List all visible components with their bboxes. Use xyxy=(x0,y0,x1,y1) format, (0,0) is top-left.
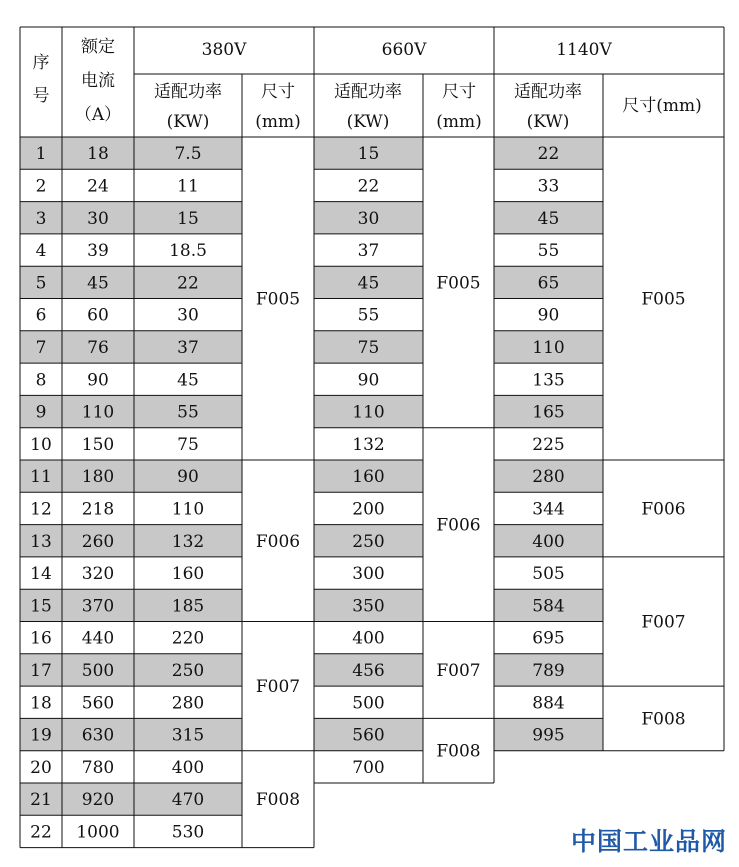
cell-current: 24 xyxy=(87,176,109,197)
cell-current: 500 xyxy=(81,660,115,681)
row-shade-380 xyxy=(20,266,242,298)
cell-index: 17 xyxy=(30,660,52,681)
cell-power-660: 400 xyxy=(352,628,385,649)
cell-power-1140: 995 xyxy=(532,725,565,746)
cell-current: 45 xyxy=(87,273,109,294)
cell-power-660: 300 xyxy=(352,564,385,585)
cell-power-660: 55 xyxy=(357,305,380,326)
cell-index: 3 xyxy=(35,208,47,229)
cell-power-660: 456 xyxy=(352,660,385,681)
header-current-line-1: 额定 xyxy=(81,37,115,57)
cell-power-380: 185 xyxy=(171,596,205,617)
cell-index: 21 xyxy=(30,790,52,811)
cell-power-380: 220 xyxy=(171,628,205,649)
cell-index: 15 xyxy=(30,596,52,617)
cell-power-660: 45 xyxy=(357,273,380,294)
header-power-1140-line-1: 适配功率 xyxy=(514,82,582,102)
cell-power-1140: 225 xyxy=(532,434,565,455)
cell-power-380: 470 xyxy=(171,790,205,811)
cell-power-380: 18.5 xyxy=(169,241,207,262)
cell-power-1140: 65 xyxy=(537,273,560,294)
size-cell-1140: F007 xyxy=(641,612,686,633)
size-cell-660: F008 xyxy=(436,741,481,762)
size-cell-380: F005 xyxy=(255,289,301,310)
row-shade-380 xyxy=(20,654,242,686)
cell-power-1140: 280 xyxy=(532,467,565,488)
size-cell-660: F005 xyxy=(436,273,481,294)
cell-current: 780 xyxy=(81,757,115,778)
table-body xyxy=(30,144,565,842)
header-voltage-380: 380V xyxy=(201,40,247,60)
cell-power-1140: 695 xyxy=(532,628,565,649)
cell-power-660: 560 xyxy=(352,725,385,746)
cell-index: 10 xyxy=(30,434,52,455)
cell-current: 370 xyxy=(81,596,115,617)
row-shade-380 xyxy=(20,137,242,169)
cell-current: 260 xyxy=(81,531,115,552)
cell-index: 6 xyxy=(35,305,47,326)
cell-current: 920 xyxy=(81,790,115,811)
cell-power-660: 500 xyxy=(352,693,385,714)
cell-current: 630 xyxy=(81,725,115,746)
cell-current: 18 xyxy=(87,144,109,165)
cell-index: 8 xyxy=(35,370,47,391)
cell-current: 39 xyxy=(87,241,109,262)
cell-current: 110 xyxy=(81,402,115,423)
cell-index: 11 xyxy=(30,467,52,488)
cell-current: 1000 xyxy=(76,822,120,843)
size-cell-660: F006 xyxy=(436,515,481,536)
header-size-380-line-2: (mm) xyxy=(255,112,301,132)
size-cell-660: F007 xyxy=(436,660,481,681)
cell-power-380: 15 xyxy=(177,208,199,229)
cell-current: 560 xyxy=(81,693,115,714)
cell-index: 2 xyxy=(35,176,47,197)
cell-power-660: 250 xyxy=(352,531,385,552)
cell-power-380: 37 xyxy=(177,337,199,358)
cell-power-660: 350 xyxy=(352,596,385,617)
cell-power-660: 37 xyxy=(357,241,380,262)
cell-power-660: 15 xyxy=(357,144,380,165)
cell-index: 9 xyxy=(35,402,47,423)
cell-power-1140: 90 xyxy=(537,305,560,326)
cell-power-380: 530 xyxy=(171,822,205,843)
header-power-660-line-2: (KW) xyxy=(346,112,390,132)
row-shade-380 xyxy=(20,460,242,492)
cell-index: 16 xyxy=(30,628,52,649)
header-power-660-line-1: 适配功率 xyxy=(334,82,402,102)
cell-power-1140: 135 xyxy=(532,370,565,391)
cell-power-380: 132 xyxy=(171,531,205,552)
header-power-380-line-1: 适配功率 xyxy=(154,82,222,102)
cell-power-1140: 584 xyxy=(532,596,565,617)
cell-power-380: 45 xyxy=(177,370,199,391)
cell-current: 320 xyxy=(81,564,115,585)
cell-power-1140: 55 xyxy=(537,241,560,262)
cell-index: 20 xyxy=(30,757,52,778)
cell-power-660: 160 xyxy=(352,467,385,488)
header-power-380-line-2: (KW) xyxy=(166,112,210,132)
cell-current: 76 xyxy=(87,337,109,358)
cell-power-1140: 45 xyxy=(537,208,560,229)
cell-power-660: 22 xyxy=(357,176,380,197)
size-cell-380: F006 xyxy=(255,531,301,552)
cell-current: 90 xyxy=(87,370,109,391)
cell-power-380: 90 xyxy=(177,467,199,488)
row-shade-380 xyxy=(20,202,242,234)
header-current-line-3: （A） xyxy=(74,105,122,125)
cell-power-1140: 33 xyxy=(537,176,560,197)
cell-index: 1 xyxy=(35,144,47,165)
cell-power-1140: 344 xyxy=(532,499,565,520)
cell-power-660: 132 xyxy=(352,434,385,455)
cell-index: 19 xyxy=(30,725,52,746)
row-shade-380 xyxy=(20,589,242,621)
size-cell-380: F008 xyxy=(255,790,301,811)
header-index-char-1: 序 xyxy=(32,53,50,73)
size-cell-380: F007 xyxy=(255,677,301,698)
cell-power-1140: 165 xyxy=(532,402,565,423)
header-voltage-660: 660V xyxy=(381,40,427,60)
cell-current: 440 xyxy=(81,628,115,649)
cell-power-380: 400 xyxy=(171,757,205,778)
header-voltage-1140: 1140V xyxy=(556,40,612,60)
cell-current: 218 xyxy=(81,499,115,520)
cell-power-380: 11 xyxy=(177,176,199,197)
cell-power-380: 160 xyxy=(171,564,205,585)
cell-index: 22 xyxy=(30,822,52,843)
header-size-1140: 尺寸(mm) xyxy=(622,96,702,116)
cell-power-1140: 110 xyxy=(532,337,565,358)
cell-power-380: 55 xyxy=(177,402,199,423)
cell-power-1140: 22 xyxy=(537,144,560,165)
size-cell-1140: F008 xyxy=(641,709,686,730)
cell-index: 13 xyxy=(30,531,52,552)
cell-power-380: 110 xyxy=(171,499,205,520)
cell-current: 150 xyxy=(81,434,115,455)
header-current-line-2: 电流 xyxy=(81,71,115,91)
cell-current: 60 xyxy=(87,305,109,326)
header-power-1140-line-2: (KW) xyxy=(526,112,570,132)
header-size-380-line-1: 尺寸 xyxy=(261,82,295,102)
cell-index: 18 xyxy=(30,693,52,714)
cell-current: 180 xyxy=(81,467,115,488)
cell-power-1140: 884 xyxy=(532,693,565,714)
table-header xyxy=(33,37,702,132)
cell-index: 14 xyxy=(30,564,52,585)
header-size-660-line-2: (mm) xyxy=(436,112,482,132)
row-shade-380 xyxy=(20,395,242,427)
cell-power-380: 7.5 xyxy=(174,144,202,165)
header-size-660-line-1: 尺寸 xyxy=(442,82,476,102)
watermark-logo: 中国工业品网 xyxy=(570,827,727,856)
cell-power-380: 250 xyxy=(171,660,205,681)
cell-current: 30 xyxy=(87,208,109,229)
cell-power-380: 280 xyxy=(171,693,205,714)
cell-power-660: 110 xyxy=(352,402,385,423)
cell-index: 12 xyxy=(30,499,52,520)
cell-power-380: 75 xyxy=(177,434,199,455)
header-index-char-2: 号 xyxy=(32,86,50,106)
cell-power-660: 700 xyxy=(352,757,385,778)
cell-power-660: 75 xyxy=(357,337,380,358)
cell-power-380: 22 xyxy=(177,273,199,294)
cell-power-660: 200 xyxy=(352,499,385,520)
cell-power-1140: 505 xyxy=(532,564,565,585)
cell-power-660: 90 xyxy=(357,370,380,391)
row-shade-380 xyxy=(20,525,242,557)
cell-power-660: 30 xyxy=(357,208,380,229)
row-shade-380 xyxy=(20,783,242,815)
row-shade-380 xyxy=(20,331,242,363)
cell-index: 5 xyxy=(35,273,47,294)
cell-power-1140: 789 xyxy=(532,660,565,681)
cell-power-380: 315 xyxy=(171,725,205,746)
size-cell-1140: F005 xyxy=(641,289,686,310)
size-cell-1140: F006 xyxy=(641,499,686,520)
cell-power-380: 30 xyxy=(177,305,199,326)
row-shade-380 xyxy=(20,718,242,750)
cell-power-1140: 400 xyxy=(532,531,565,552)
cell-index: 4 xyxy=(35,241,47,262)
cell-index: 7 xyxy=(35,337,47,358)
